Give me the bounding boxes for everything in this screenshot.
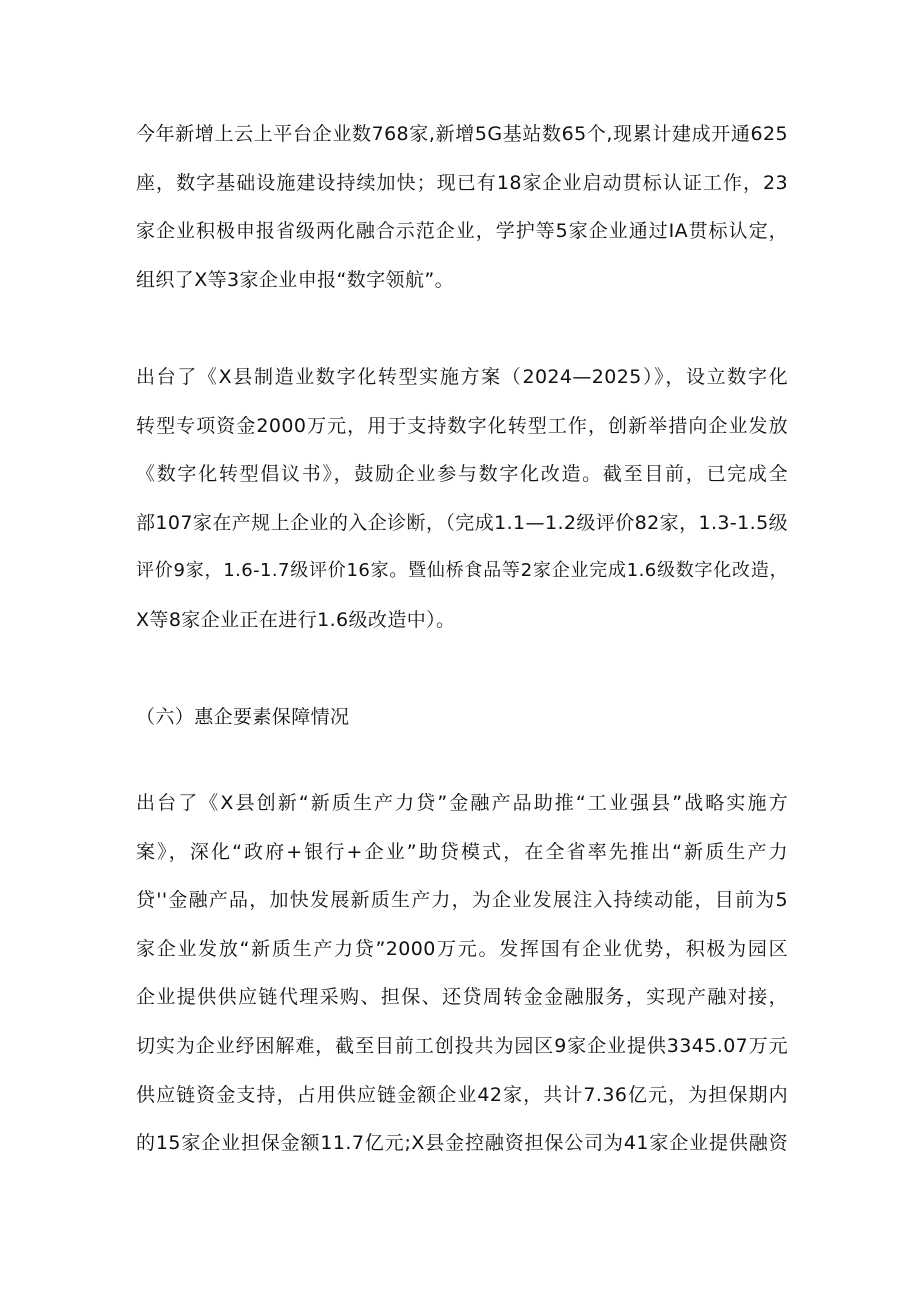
text-line: 评价9家，1.6-1.7级评价16家。暨仙桥食品等2家企业完成1.6级数字化改造， <box>136 560 788 582</box>
text-line: 家企业发放“新质生产力贷”2000万元。发挥国有企业优势，积极为园区 <box>136 937 788 960</box>
text-line: 《数字化转型倡议书》，鼓励企业参与数字化改造。截至目前，已完成全 <box>136 463 788 486</box>
text-line: 家企业积极申报省级两化融合示范企业，学护等5家企业通过IA贯标认定， <box>136 220 788 243</box>
text-line: 座，数字基础设施建设持续加快；现已有18家企业启动贯标认证工作，23 <box>136 171 788 194</box>
text-line: 的15家企业担保金额11.7亿元;X县金控融资担保公司为41家企业提供融资 <box>136 1132 788 1155</box>
text-line: X等8家企业正在进行1.6级改造中）。 <box>136 608 456 631</box>
paragraph-digital-transformation <box>136 353 788 645</box>
paragraph-finance-support <box>136 779 788 1168</box>
text-line: 企业提供供应链代理采购、担保、还贷周转金金融服务，实现产融对接， <box>136 986 788 1009</box>
text-line: 部107家在产规上企业的入企诊断，（完成1.1—1.2级评价82家，1.3-1.5级 <box>136 511 788 534</box>
text-line: 切实为企业纾困解难，截至目前工创投共为园区9家企业提供3345.07万元 <box>136 1034 788 1057</box>
text-line: 贷''金融产品，加快发展新质生产力，为企业发展注入持续动能，目前为5 <box>136 889 788 912</box>
section-heading: （六）惠企要素保障情况 <box>136 706 350 728</box>
text-line: 供应链资金支持，占用供应链金额企业42家，共计7.36亿元，为担保期内 <box>136 1083 788 1106</box>
paragraph-cloud-platform <box>136 110 788 304</box>
text-line: 今年新增上云上平台企业数768家,新增5G基站数65个,现累计建成开通625 <box>136 123 788 145</box>
text-line: 案》，深化“政府+银行+企业”助贷模式，在全省率先推出“新质生产力 <box>136 840 788 863</box>
text-line: 出台了《X县创新“新质生产力贷”金融产品助推“工业强县”战略实施方 <box>136 792 788 814</box>
text-line: 转型专项资金2000万元，用于支持数字化转型工作，创新举措向企业发放 <box>136 414 788 437</box>
text-line: 出台了《X县制造业数字化转型实施方案（2024—2025）》，设立数字化 <box>136 366 788 388</box>
text-line: 组织了X等3家企业申报“数字领航”。 <box>136 268 454 291</box>
